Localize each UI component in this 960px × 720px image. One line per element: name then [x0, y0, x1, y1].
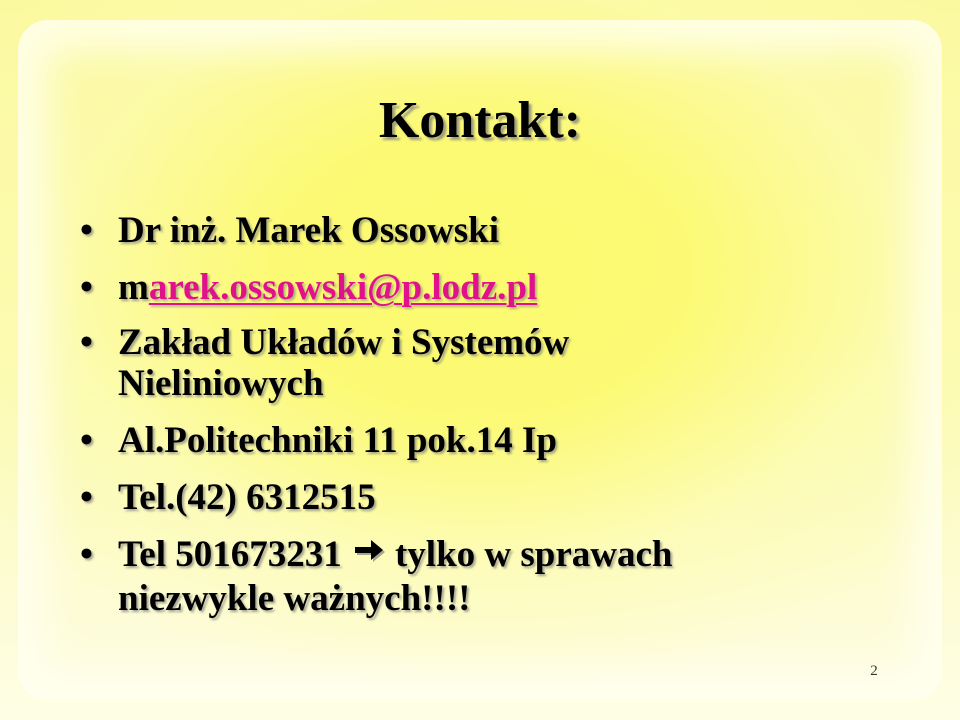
department-line-2: Nieliniowych [118, 363, 324, 404]
email-prefix: m [118, 267, 149, 308]
page-number: 2 [870, 663, 878, 679]
bullet: • [80, 534, 93, 575]
phone: Tel.(42) 6312515 [118, 477, 376, 518]
contact-list [80, 210, 820, 619]
list-item-email [80, 267, 820, 308]
list-item-mobile [80, 534, 820, 619]
right-arrow-icon [355, 533, 387, 574]
bullet: • [80, 420, 93, 461]
mobile-number: Tel 501673231 [118, 534, 342, 575]
bullet: • [80, 322, 93, 363]
bullet: • [80, 210, 93, 251]
email-link[interactable]: arek.ossowski@p.lodz.pl [148, 267, 538, 308]
list-item-phone [80, 477, 820, 518]
bullet: • [80, 267, 93, 308]
list-item-address [80, 420, 820, 461]
department-line-1: Zakład Układów i Systemów [118, 322, 570, 363]
address: Al.Politechniki 11 pok.14 Ip [118, 420, 557, 461]
mobile-note-line-2: niezwykle ważnych!!!! [118, 578, 471, 620]
bullet: • [80, 477, 93, 518]
contact-name: Dr inż. Marek Ossowski [118, 210, 499, 251]
mobile-note-line-1: tylko w sprawach [394, 534, 673, 575]
list-item-department [80, 322, 820, 404]
list-item-name [80, 210, 820, 251]
slide-title: Kontakt: [378, 92, 582, 149]
